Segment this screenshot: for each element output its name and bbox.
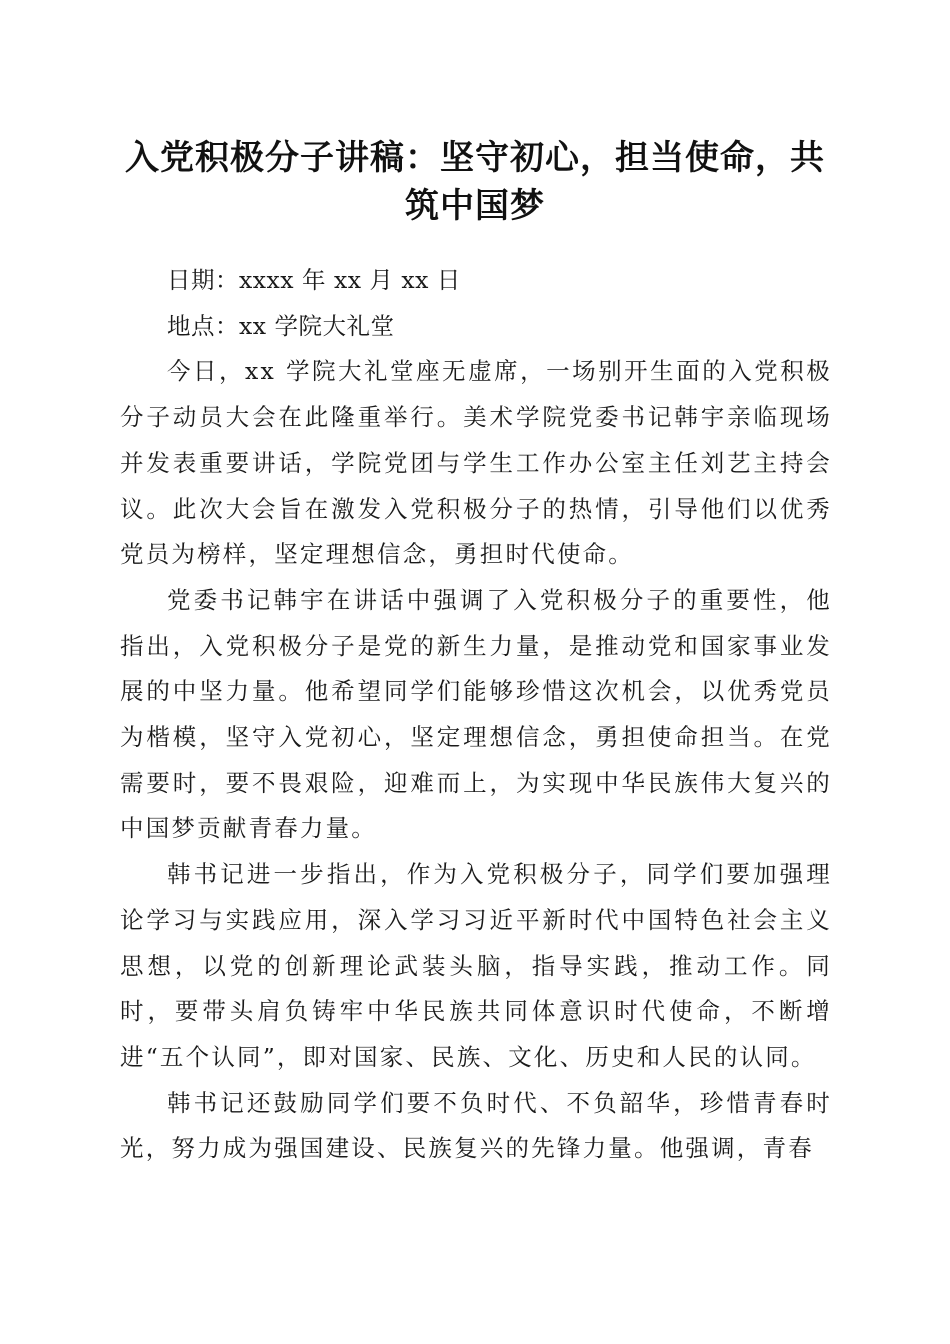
location-line: 地点：xx 学院大礼堂 [167, 311, 395, 340]
body-paragraph-3: 韩书记进一步指出，作为入党积极分子，同学们要加强理论学习与实践应用，深入学习习近平新时代中国特色社会主义思想，以党的创新理论武装头脑，指导实践，推动工作。同时，要带头肩负铸牢中华民族共同体意识时代使命，不断增进“五个认同”，即对国家、民族、文化、历史和人民的认同。 [120, 860, 832, 1071]
date-line: 日期：xxxx 年 xx 月 xx 日 [167, 266, 461, 294]
document-body [120, 258, 832, 1172]
body-paragraph-2: 党委书记韩宇在讲话中强调了入党积极分子的重要性，他指出，入党积极分子是党的新生力量，是推动党和国家事业发展的中坚力量。他希望同学们能够珍惜这次机会，以优秀党员为楷模，坚守入党初心，坚定理想信念，勇担使命担当。在党需要时，要不畏艰险，迎难而上，为实现中华民族伟大复兴的中国梦贡献青春力量。 [120, 585, 832, 843]
document-title: 入党积极分子讲稿：坚守初心，担当使命，共筑中国梦 [125, 138, 825, 226]
body-paragraph-4: 韩书记还鼓励同学们要不负时代、不负韶华，珍惜青春时光，努力成为强国建设、民族复兴的先锋力量。他强调，青春 [120, 1088, 832, 1163]
body-paragraph-1: 今日，xx 学院大礼堂座无虚席，一场别开生面的入党积极分子动员大会在此隆重举行。美术学院党委书记韩宇亲临现场并发表重要讲话，学院党团与学生工作办公室主任刘艺主持会议。此次大会旨在激发入党积极分子的热情，引导他们以优秀党员为榜样，坚定理想信念，勇担时代使命。 [120, 357, 832, 569]
